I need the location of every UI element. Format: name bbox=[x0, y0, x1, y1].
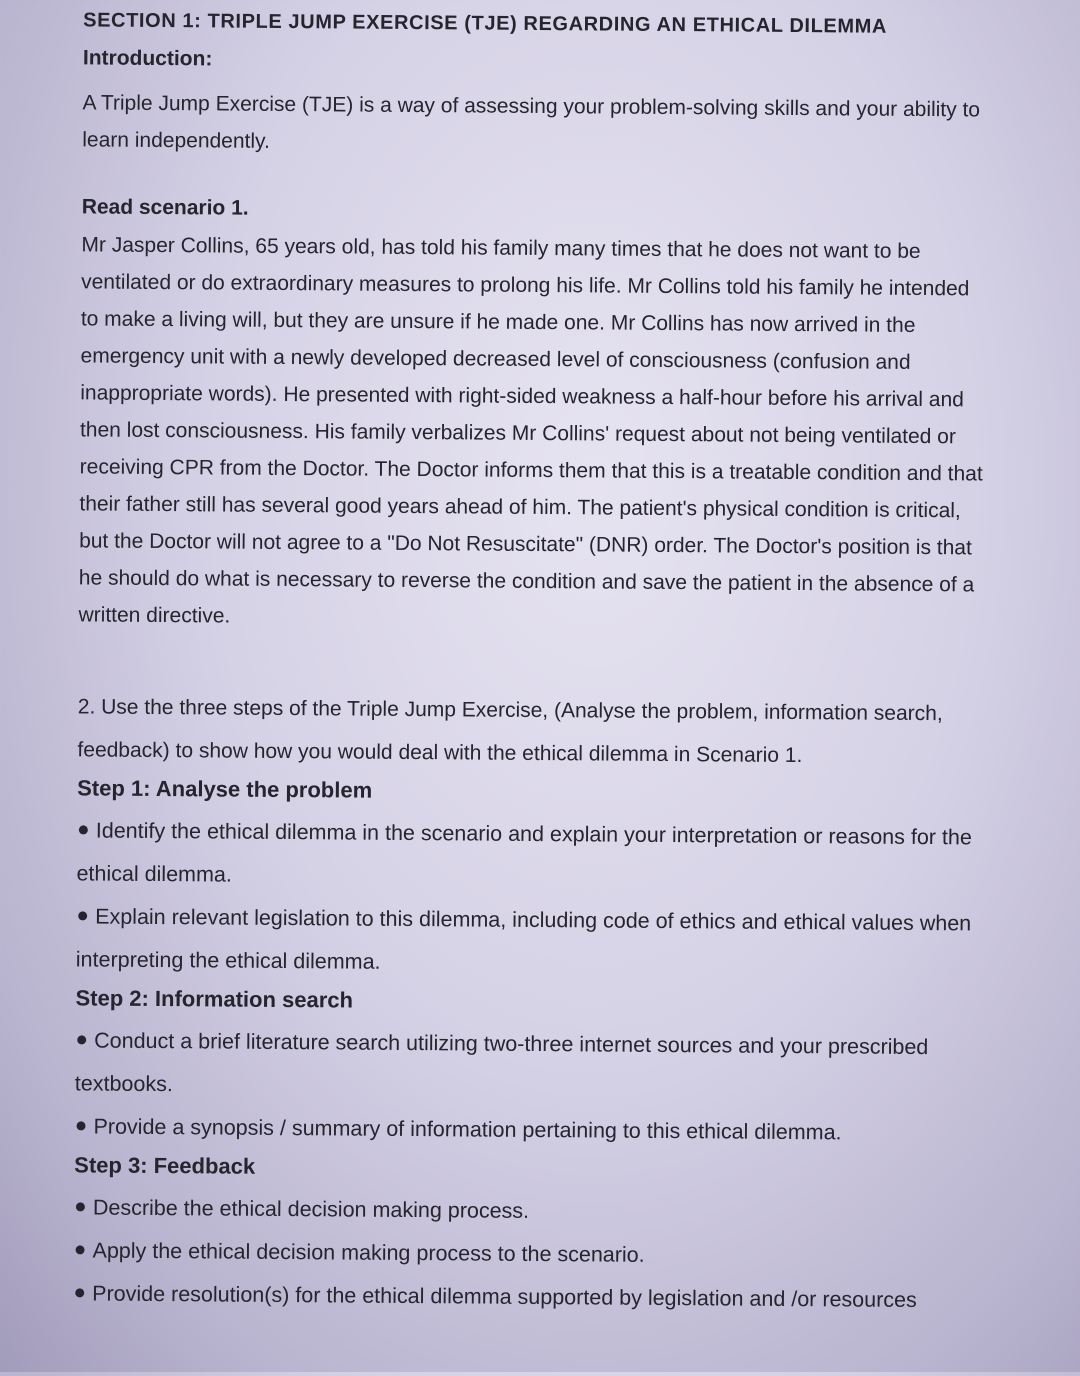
document-body bbox=[73, 6, 988, 1322]
step-3-bullet bbox=[73, 1229, 978, 1279]
bullet-icon bbox=[75, 1289, 84, 1298]
step-2-bullet bbox=[74, 1105, 979, 1155]
bullet-text: Describe the ethical decision making process. bbox=[92, 1195, 530, 1223]
bullet-text: Explain relevant legislation to this dilemma, including code of ethics and ethical values when interpreting the ethical dilemma. bbox=[75, 904, 972, 974]
bullet-text: Provide a synopsis / summary of information pertaining to this ethical dilemma. bbox=[93, 1114, 842, 1145]
introduction-heading: Introduction: bbox=[82, 46, 213, 71]
bullet-icon bbox=[78, 912, 87, 921]
scenario-heading: Read scenario 1. bbox=[81, 195, 249, 220]
bullet-icon bbox=[79, 826, 88, 835]
section-title: SECTION 1: TRIPLE JUMP EXERCISE (TJE) REGARDING AN ETHICAL DILEMMA bbox=[83, 9, 888, 38]
step-3-heading: Step 3: Feedback bbox=[74, 1152, 256, 1179]
step-3-bullet bbox=[73, 1272, 978, 1322]
bullet-icon bbox=[77, 1036, 86, 1045]
introduction-text: A Triple Jump Exercise (TJE) is a way of assessing your problem-solving skills and your ability to learn independently. bbox=[82, 91, 981, 153]
step-1-bullet bbox=[76, 895, 982, 988]
step-3-bullet bbox=[74, 1186, 979, 1236]
bullet-icon bbox=[76, 1246, 85, 1255]
step-2-heading: Step 2: Information search bbox=[75, 985, 354, 1013]
bullet-icon bbox=[76, 1122, 85, 1131]
bullet-text: Apply the ethical decision making process to the scenario. bbox=[92, 1238, 645, 1267]
bullet-text: Conduct a brief literature search utilizing two-three internet sources and your prescribed textbooks. bbox=[74, 1028, 929, 1097]
step-1-bullet bbox=[76, 809, 982, 902]
bullet-text: Provide resolution(s) for the ethical dilemma supported by legislation and /or resources bbox=[92, 1281, 917, 1312]
question-text: 2. Use the three steps of the Triple Jump Exercise, (Analyse the problem, information search, feedback) to show how you would deal with the ethical dilemma in Scenario 1. bbox=[77, 695, 943, 768]
bullet-icon bbox=[76, 1203, 85, 1212]
spacer bbox=[78, 633, 983, 692]
step-1-heading: Step 1: Analyse the problem bbox=[77, 775, 373, 803]
scenario-text: Mr Jasper Collins, 65 years old, has told his family many times that he does not want to be ventilated or do extraordinary measures to prolong his life. Mr Collins told his family he intended to make a living will, but they are unsure if he made one. Mr Collins has now arrived in the emergency unit with a newly developed decreased level of consciousness (confusion and inappropriate words). He presented with right-sided weakness a half-hour before his arrival and then lost consciousness. His family verbalizes Mr Collins' request about not being ventilated or receiving CPR from the Doctor. The Doctor informs them that this is a treatable condition and that their father still has several good years ahead of him. The patient's physical condition is critical, but the Doctor will not agree to a "Do Not Resuscitate" (DNR) order. The Doctor's position is that he should do what is necessary to reverse the condition and save the patient in the absence of a written directive. bbox=[78, 233, 983, 628]
bullet-text: Identify the ethical dilemma in the scenario and explain your interpretation or reasons for the ethical dilemma. bbox=[76, 818, 972, 887]
step-2-bullet bbox=[75, 1019, 981, 1112]
